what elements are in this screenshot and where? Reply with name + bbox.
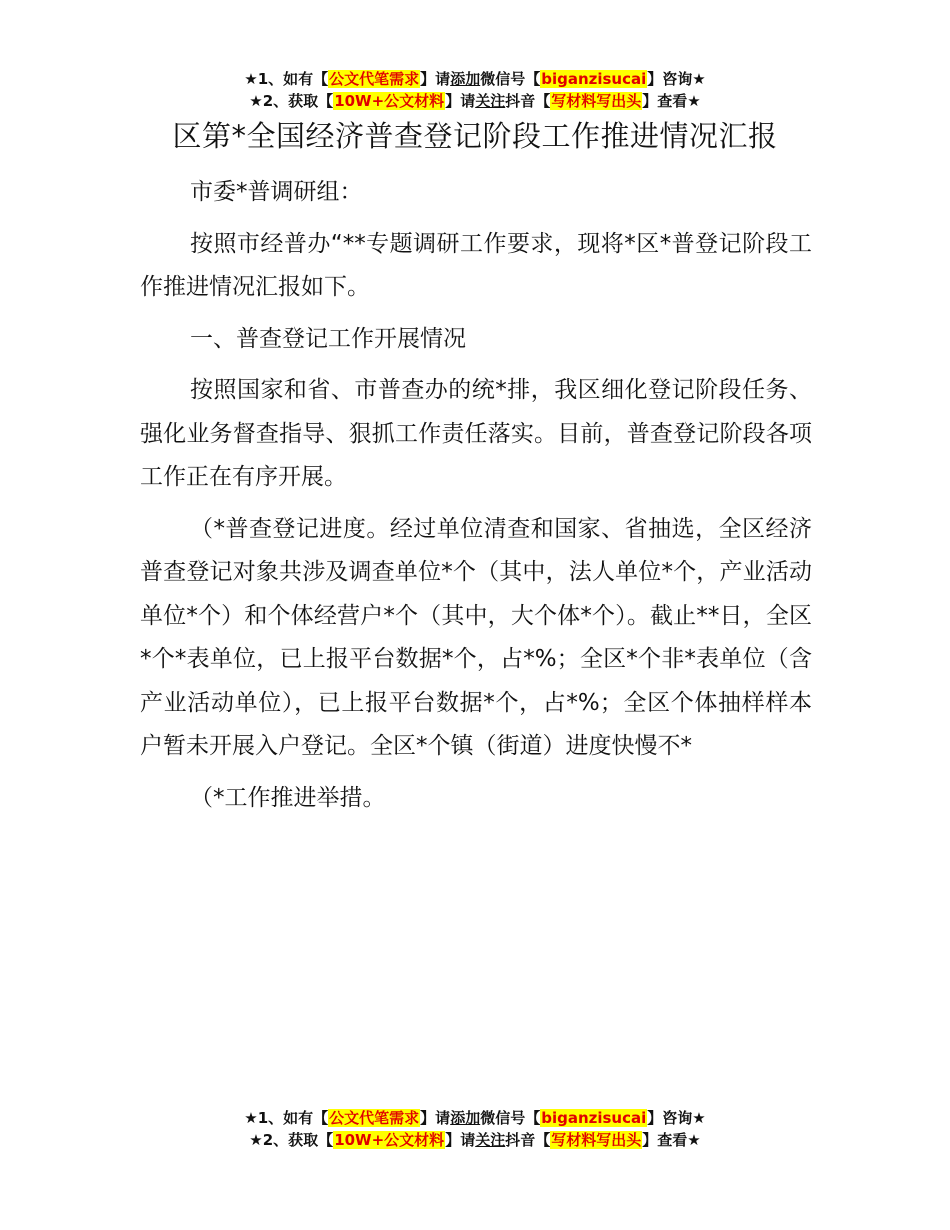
promo-banner-bottom [0, 1107, 950, 1151]
intro-paragraph: 按照市经普办“**专题调研工作要求，现将*区*普登记阶段工作推进情况汇报如下。 [140, 230, 812, 300]
document-title: 区第*全国经济普查登记阶段工作推进情况汇报 [172, 119, 778, 153]
promo-line-1: ★1、如有【公文代笔需求】请添加微信号【biganzisucai】咨询★ [244, 1109, 706, 1127]
highlight-ghostwriting: 公文代笔需求 [329, 70, 420, 88]
sub-heading: （*工作推进举措。 [190, 784, 386, 811]
document-body [140, 171, 812, 828]
body-paragraph: 按照国家和省、市普查办的统*排，我区细化登记阶段任务、强化业务督查指导、狠抓工作责任落实。目前，普查登记阶段各项工作正在有序开展。 [140, 377, 812, 490]
highlight-materials: 10W+公文材料 [334, 1131, 445, 1149]
promo-line-2: ★2、获取【10W+公文材料】请关注抖音【写材料写出头】查看★ [249, 92, 701, 110]
highlight-wechat-id: biganzisucai [541, 1109, 647, 1127]
highlight-douyin: 写材料写出头 [551, 1131, 642, 1149]
salutation: 市委*普调研组： [190, 179, 363, 205]
promo-banner-top [0, 68, 950, 112]
section-heading: 一、普查登记工作开展情况 [190, 325, 466, 352]
highlight-ghostwriting: 公文代笔需求 [329, 1109, 420, 1127]
highlight-wechat-id: biganzisucai [541, 70, 647, 88]
promo-line-2: ★2、获取【10W+公文材料】请关注抖音【写材料写出头】查看★ [249, 1131, 701, 1149]
highlight-douyin: 写材料写出头 [551, 92, 642, 110]
body-paragraph: （*普查登记进度。经过单位清查和国家、省抽选，全区经济普查登记对象共涉及调查单位*个（其中，法人单位*个，产业活动单位*个）和个体经营户*个（其中，大个体*个）。截止**日，全区*个*表单位，已上报平台数据*个，占*%；全区*个非*表单位（含产业活动单位），已上报平台数据*个，占*%；全区个体抽样样本户暂未开展入户登记。全区*个镇（街道）进度快慢不* [140, 515, 813, 759]
highlight-materials: 10W+公文材料 [334, 92, 445, 110]
promo-line-1: ★1、如有【公文代笔需求】请添加微信号【biganzisucai】咨询★ [244, 70, 706, 88]
